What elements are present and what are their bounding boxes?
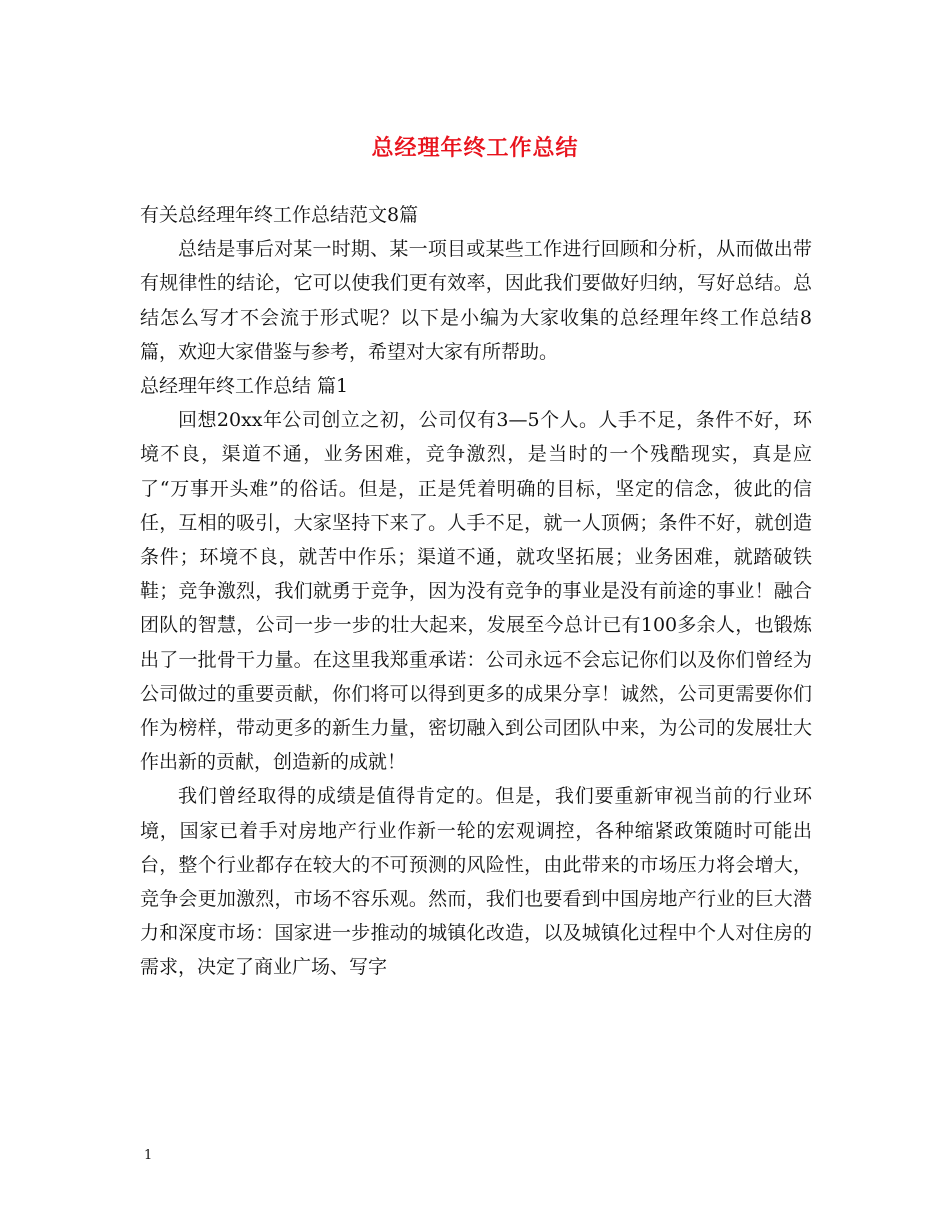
document-body — [140, 198, 812, 985]
section-heading: 总经理年终工作总结 篇1 — [140, 375, 349, 398]
document-title: 总经理年终工作总结 — [371, 135, 579, 161]
body-paragraph: 我们曾经取得的成绩是值得肯定的。但是，我们要重新审视当前的行业环境，国家已着手对房地产行业作新一轮的宏观调控，各种缩紧政策随时可能出台，整个行业都存在较大的不可预测的风险性，由此带来的市场压力将会增大，竞争会更加激烈，市场不容乐观。然而，我们也要看到中国房地产行业的巨大潜力和深度市场：国家进一步推动的城镇化改造，以及城镇化过程中个人对住房的需求，决定了商业广场、写字 — [140, 785, 812, 979]
body-paragraph: 回想20xx年公司创立之初，公司仅有3—5个人。人手不足，条件不好，环境不良，渠道不通，业务困难，竞争激烈，是当时的一个残酷现实，真是应了“万事开头难”的俗话。但是，正是凭着明确的目标，坚定的信念，彼此的信任，互相的吸引，大家坚持下来了。人手不足，就一人顶俩；条件不好，就创造条件；环境不良，就苦中作乐；渠道不通，就攻坚拓展；业务困难，就踏破铁鞋；竞争激烈，我们就勇于竞争，因为没有竞争的事业是没有前途的事业！融合团队的智慧，公司一步一步的壮大起来，发展至今总计已有100多余人，也锻炼出了一批骨干力量。在这里我郑重承诺：公司永远不会忘记你们以及你们曾经为公司做过的重要贡献，你们将可以得到更多的成果分享！诚然，公司更需要你们作为榜样，带动更多的新生力量，密切融入到公司团队中来，为公司的发展壮大作出新的贡献，创造新的成就！ — [140, 409, 812, 774]
body-paragraph: 总结是事后对某一时期、某一项目或某些工作进行回顾和分析，从而做出带有规律性的结论，它可以使我们更有效率，因此我们要做好归纳，写好总结。总结怎么写才不会流于形式呢？以下是小编为大家收集的总经理年终工作总结8篇，欢迎大家借鉴与参考，希望对大家有所帮助。 — [140, 238, 812, 363]
body-paragraph: 有关总经理年终工作总结范文8篇 — [140, 204, 419, 226]
page-number: 1 — [144, 1148, 153, 1163]
